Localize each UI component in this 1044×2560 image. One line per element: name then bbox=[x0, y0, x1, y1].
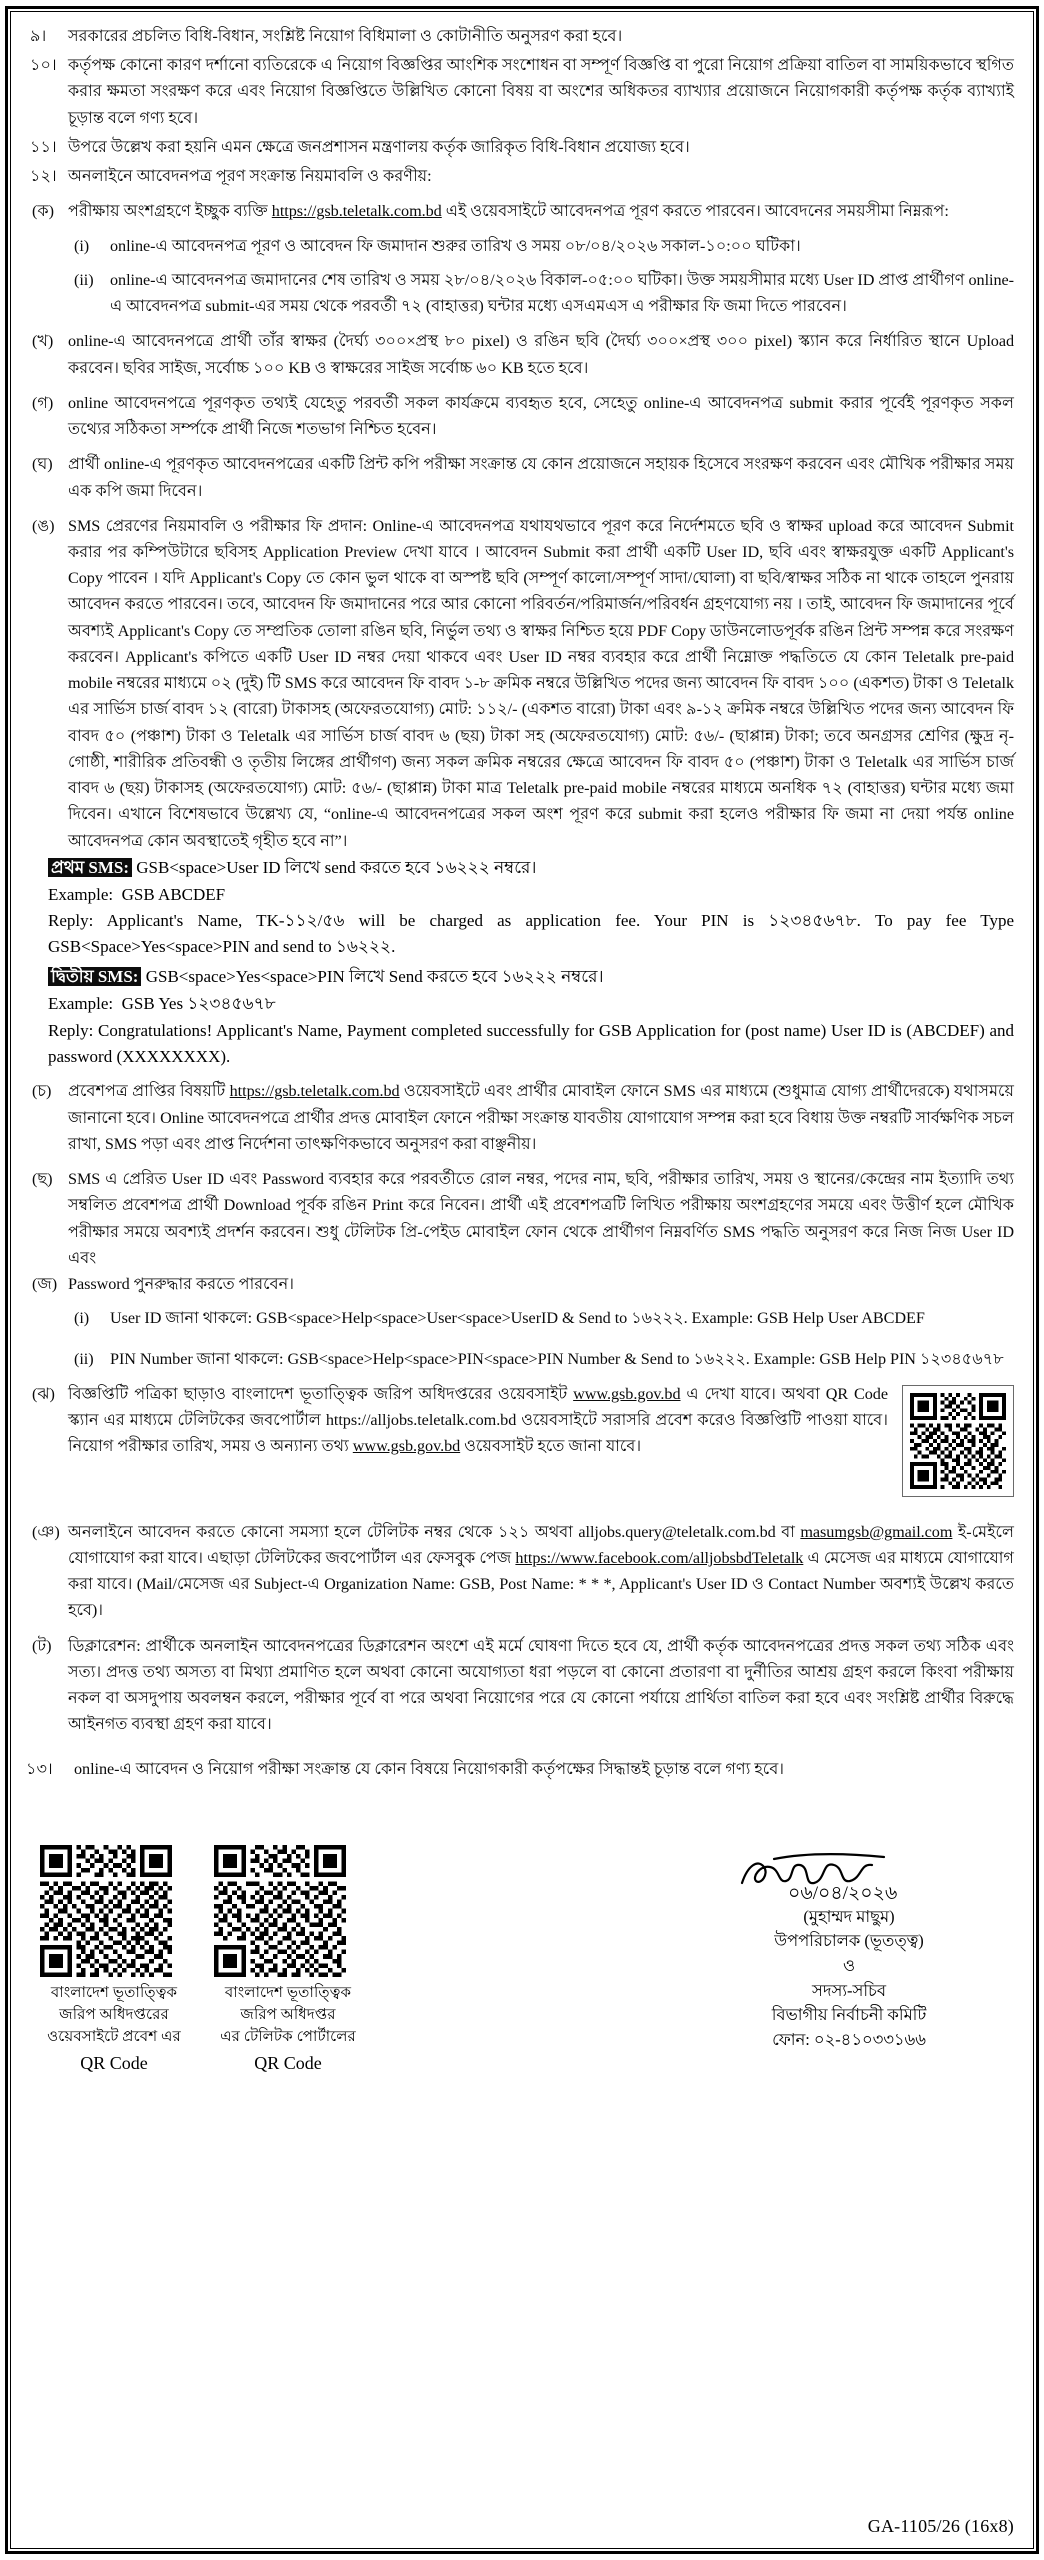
sub-item-gha bbox=[22, 451, 1014, 503]
yna-part2: ই-মেইলে যোগাযোগ করা যাবে। এছাড়া টেলিটকের জবপোর্টাল এর ফেসবুক পেজ bbox=[68, 1522, 1015, 1567]
ka-text-before: পরীক্ষায় অংশগ্রহণে ইচ্ছুক ব্যক্তি bbox=[68, 202, 272, 221]
signatory-name: (মুহাম্মদ মাছুম) bbox=[803, 1906, 895, 1926]
ja-roman-ii-mark: (ii) bbox=[74, 1349, 94, 1368]
roman-i-mark: (i) bbox=[74, 236, 90, 255]
sub-item-cha-text bbox=[68, 1078, 1014, 1157]
inline-qr-code-box bbox=[902, 1385, 1014, 1497]
sms-first-highlight-label: প্রথম SMS: bbox=[48, 858, 132, 877]
sms-second-block bbox=[48, 964, 1014, 1069]
clause-11-text: উপরে উল্লেখ করা হয়নি এমন ক্ষেত্রে জনপ্রশাসন মন্ত্রণালয় কর্তৃক জারিকৃত বিধি-বিধান প্রযোজ্য হবে। bbox=[68, 137, 690, 156]
gsb-teletalk-link-2[interactable]: https://gsb.teletalk.com.bd bbox=[229, 1082, 400, 1101]
sub-item-cha bbox=[22, 1078, 1014, 1157]
signatory-role: সদস্য-সচিব bbox=[812, 1980, 886, 2000]
sub-item-ta-mark: (ট) bbox=[32, 1636, 52, 1655]
sub-item-ka-roman-ii bbox=[74, 267, 1014, 319]
sub-item-ga-text: online আবেদনপত্রে পূরণকৃত তথ্যই যেহেতু পরবর্তী সকল কার্যক্রমে ব্যবহৃত হবে, সেহেতু online-এ আবেদনপত্র submit করার পূর্বেই পূরণকৃত সকল তথ্যের সঠিকতা সর্ম্পকে প্রার্থী নিজে শতভাগ নিশ্চিত হবেন। bbox=[68, 393, 1014, 439]
sms-second-example-value: GSB Yes ১২৩৪৫৬৭৮ bbox=[121, 993, 276, 1013]
sub-item-ka bbox=[22, 198, 1014, 224]
sms-second-instruction: GSB<space>Yes<space>PIN লিখে Send করতে হবে ১৬২২২ নম্বরে। bbox=[141, 967, 604, 987]
sms-second-reply: Reply: Congratulations! Applicant's Name, Payment completed successfully for GSB Application for (post name) User ID is (ABCDEF) and password (XXXXXXXX). bbox=[48, 1020, 1014, 1066]
ja-roman-i-text: User ID জানা থাকলে: GSB<space>Help<space>User<space>UserID & Send to ১৬২২২. Example: GSB Help User ABCDEF bbox=[110, 1309, 925, 1328]
jha-part2: এ দেখা যাবে। অথবা QR Code স্ক্যান এর মাধ্যমে টেলিটকের জবপোর্টাল https://alljobs.teletalk.com.bd ওয়েবসাইটে সরাসরি প্রবেশ করেও বিজ্ঞপ্তিটি পাওয়া যাবে। নিয়োগ পরীক্ষার তারিখ, সময় ও অন্যান্য তথ্য bbox=[68, 1384, 888, 1456]
clause-10-number: ১০। bbox=[30, 56, 57, 75]
sub-item-ka-text bbox=[68, 198, 1014, 224]
qr-2-label: QR Code bbox=[254, 2052, 322, 2073]
sub-item-yna bbox=[22, 1519, 1014, 1624]
qr-1-label: QR Code bbox=[80, 2052, 148, 2073]
qr-2-caption-line-1: বাংলাদেশ ভূতাত্ত্বিক bbox=[224, 1983, 352, 2001]
clause-10 bbox=[22, 52, 1014, 131]
sms-second-example-line bbox=[48, 991, 1014, 1017]
qr-1-caption-line-2: জরিপ অধিদপ্তরের bbox=[59, 2005, 169, 2023]
sub-item-uma-mark: (ঙ) bbox=[32, 516, 55, 535]
clause-10-text: কর্তৃপক্ষ কোনো কারণ দর্শানো ব্যতিরেকে এ নিয়োগ বিজ্ঞপ্তির আংশিক সংশোধন বা সম্পূর্ণ বিজ্ঞপ্তি বা পুরো নিয়োগ প্রক্রিয়া বাতিল বা সাময়িকভাবে স্থগিত করার ক্ষমতা সংরক্ষণ করে এবং নিয়োগ বিজ্ঞপ্তিতে উল্লিখিত কোনো বিষয় বা অংশের অধিকতর ব্যাখ্যার প্রয়োজনে নিয়োগকারী কর্তৃপক্ষ কর্তৃক ব্যাখ্যাই চূড়ান্ত বলে গণ্য হবে। bbox=[68, 56, 1014, 127]
sub-item-jha-text bbox=[68, 1381, 1014, 1499]
sub-item-yna-mark: (ঞ) bbox=[32, 1522, 60, 1541]
roman-ii-text: online-এ আবেদনপত্র জমাদানের শেষ তারিখ ও সময় ২৮/০৪/২০২৬ বিকাল-০৫:০০ ঘটিকা। উক্ত সময়সীমার মধ্যে User ID প্রাপ্ত প্রার্থীগণ online-এ আবেদনপত্র submit-এর সময় থেকে পরবর্তী ৭২ (বাহাত্তর) ঘন্টার মধ্যে এসএমএস এ পরীক্ষার ফি জমা দিতে পারবেন। bbox=[110, 270, 1014, 316]
cha-text-after: ওয়েবসাইটে এবং প্রার্থীর মোবাইল ফোনে SMS এর মাধ্যমে (শুধুমাত্র যোগ্য প্রার্থীদেরকে) যথাসময়ে জানানো হবে। Online আবেদনপত্রে প্রার্থীর প্রদত্ত মোবাইল ফোনে পরীক্ষা সংক্রান্ত যাবতীয় যোগাযোগ সম্পন্ন করা হবে বিধায় উক্ত নম্বরটি সার্বক্ষণিক সচল রাখা, SMS পড়া এবং প্রাপ্ত নির্দেশনা তাৎক্ষণিকভাবে অনুসরণ করা বাঞ্ছনীয়। bbox=[68, 1082, 1015, 1153]
signatory-committee: বিভাগীয় নির্বাচনী কমিটি bbox=[771, 2005, 927, 2025]
sub-item-chha-mark: (ছ) bbox=[32, 1170, 53, 1189]
sub-item-kha bbox=[22, 328, 1014, 380]
sub-item-ja-roman-ii bbox=[74, 1346, 1014, 1372]
sms-first-example-value: GSB ABCDEF bbox=[121, 884, 226, 904]
qr-code-website-icon bbox=[40, 1845, 172, 1977]
yna-part1: অনলাইনে আবেদন করতে কোনো সমস্যা হলে টেলিটক নম্বর থেকে ১২১ অথবা alljobs.query@teletalk.com.bd বা bbox=[68, 1522, 801, 1541]
document-page bbox=[5, 6, 1039, 2554]
signatory-designation: উপপরিচালক (ভূতত্ত্ব) bbox=[774, 1931, 924, 1951]
sub-item-kha-mark: (খ) bbox=[32, 332, 54, 351]
sub-item-chha-text: SMS এ প্রেরিত User ID এবং Password ব্যবহার করে পরবর্তীতে রোল নম্বর, পদের নাম, ছবি, পরীক্ষার তারিখ, সময় ও স্থানের/কেন্দ্রের নাম ইত্যাদি তথ্য সম্বলিত প্রবেশপত্র প্রার্থী Download পূর্বক রঙিন Print করে নিবেন। প্রার্থী এই প্রবেশপত্রটি লিখিত পরীক্ষায় অংশগ্রহণের সময়ে এবং উত্তীর্ণ হলে মৌখিক পরীক্ষার সময়ে অবশ্যই প্রদর্শন করবেন। শুধু টেলিটক প্রি-পেইড মোবাইল ফোন থেকে প্রার্থীগণ নিম্নবর্ণিত SMS পদ্ধতি অনুসরণ করে নিজ নিজ User ID এবং bbox=[68, 1170, 1014, 1267]
sub-item-uma bbox=[22, 513, 1014, 854]
clause-13-text: online-এ আবেদন ও নিয়োগ পরীক্ষা সংক্রান্ত যে কোন বিষয়ে নিয়োগকারী কর্তৃপক্ষের সিদ্ধান্তই চূড়ান্ত বলে গণ্য হবে। bbox=[74, 1759, 785, 1778]
jha-part1: বিজ্ঞপ্তিটি পত্রিকা ছাড়াও বাংলাদেশ ভূতাত্ত্বিক জরিপ অধিদপ্তরের ওয়েবসাইট bbox=[68, 1384, 574, 1403]
ja-roman-ii-text: PIN Number জানা থাকলে: GSB<space>Help<space>PIN<space>PIN Number & Send to ১৬২২২. Example: GSB Help PIN ১২৩৪৫৬৭৮ bbox=[110, 1349, 1004, 1368]
clause-9-number: ৯। bbox=[30, 27, 47, 45]
sub-item-ja bbox=[22, 1271, 1014, 1297]
jha-part3: ওয়েবসাইট হতে জানা যাবে। bbox=[460, 1437, 642, 1456]
sub-item-gha-text: প্রার্থী online-এ পূরণকৃত আবেদনপত্রের একটি প্রিন্ট কপি পরীক্ষা সংক্রান্ত যে কোন প্রয়োজনে সহায়ক হিসেবে সংরক্ষণ করবেন এবং মৌখিক পরীক্ষার সময় এক কপি জমা দিবেন। bbox=[68, 455, 1014, 500]
qr-2-caption-line-2: জরিপ অধিদপ্তর bbox=[240, 2005, 336, 2023]
qr-code-icon bbox=[910, 1393, 1006, 1489]
footer-qr-block-2 bbox=[214, 1845, 362, 2076]
sms-second-instruction-line bbox=[48, 964, 1014, 990]
clause-12-text: অনলাইনে আবেদনপত্র পূরণ সংক্রান্ত নিয়মাবলি ও করণীয়: bbox=[68, 167, 432, 186]
footer-spacer bbox=[22, 1785, 1014, 1811]
clause-9 bbox=[22, 23, 1014, 49]
gsb-teletalk-link[interactable]: https://gsb.teletalk.com.bd bbox=[271, 202, 442, 221]
sub-item-jha bbox=[22, 1381, 1014, 1499]
sub-item-jha-mark: (ঝ) bbox=[32, 1384, 55, 1403]
clause-9-text: সরকারের প্রচলিত বিধি-বিধান, সংশ্লিষ্ট নিয়োগ বিধিমালা ও কোটানীতি অনুসরণ করা হবে। bbox=[68, 27, 623, 45]
cha-text-before: প্রবেশপত্র প্রাপ্তির বিষয়টি bbox=[68, 1082, 230, 1101]
sub-item-ta-text: ডিক্লারেশন: প্রার্থীকে অনলাইন আবেদনপত্রের ডিক্লারেশন অংশে এই মর্মে ঘোষণা দিতে হবে যে, প্রার্থী কর্তৃক আবেদনপত্রের প্রদত্ত সকল তথ্য সঠিক এবং সত্য। প্রদত্ত তথ্য অসত্য বা মিথ্যা প্রমাণিত হলে অথবা কোনো অযোগ্যতা ধরা পড়লে বা কোনো প্রতারণা বা দুর্নীতির আশ্রয় গ্রহণ করলে কিংবা পরীক্ষায় নকল বা অসদুপায় অবলম্বন করলে, পরীক্ষার পূর্বে বা পরে অথবা নিয়োগের পরে যে কোনো পর্যায়ে প্রার্থিতা বাতিল করা হবে এবং সংশ্লিষ্ট প্রার্থীর বিরুদ্ধে আইনগত ব্যবস্থা গ্রহণ করা যাবে। bbox=[68, 1636, 1014, 1734]
signatory-phone: ফোন: ০২-৪১০৩৩১৬৬ bbox=[772, 2029, 926, 2049]
sub-item-kha-text: online-এ আবেদনপত্রে প্রার্থী তাঁর স্বাক্ষর (দৈর্ঘ্য ৩০০×প্রস্থ ৮০ pixel) ও রঙিন ছবি (দৈর্ঘ্য ৩০০×প্রস্থ ৩০০ pixel) স্ক্যান করে নির্ধারিত স্থানে Upload করবেন। ছবির সাইজ, সর্বোচ্চ ১০০ KB ও স্বাক্ষরের সাইজ সর্বোচ্চ ৬০ KB হতে হবে। bbox=[68, 332, 1014, 377]
signatory-conjunction: ও bbox=[842, 1956, 856, 1976]
sub-item-ta bbox=[22, 1633, 1014, 1738]
facebook-page-link[interactable]: https://www.facebook.com/alljobsbdTeletalk bbox=[515, 1549, 804, 1567]
sub-item-ka-mark: (ক) bbox=[32, 202, 54, 221]
sub-item-ja-text: Password পুনরুদ্ধার করতে পারবেন। bbox=[68, 1275, 294, 1294]
qr-code-teletalk-portal-icon bbox=[214, 1845, 346, 1977]
gsb-gov-link-1[interactable]: www.gsb.gov.bd bbox=[573, 1384, 681, 1403]
handwritten-signature-icon bbox=[734, 1847, 964, 1903]
ka-text-after: এই ওয়েবসাইটে আবেদনপত্র পূরণ করতে পারবেন। আবেদনের সময়সীমা নিম্নরূপ: bbox=[441, 202, 949, 221]
sub-item-chha bbox=[22, 1166, 1014, 1271]
clause-11-number: ১১। bbox=[30, 137, 57, 156]
sub-item-ga-mark: (গ) bbox=[32, 393, 54, 412]
qr-1-caption-line-3: ওয়েবসাইটে প্রবেশ এর bbox=[47, 2027, 181, 2045]
sub-item-yna-text bbox=[68, 1519, 1014, 1624]
clause-13 bbox=[22, 1756, 1014, 1782]
ga-reference-code: GA-1105/26 (16x8) bbox=[867, 2516, 1014, 2536]
roman-i-text: online-এ আবেদনপত্র পূরণ ও আবেদন ফি জমাদান শুরুর তারিখ ও সময় ০৮/০৪/২০২৬ সকাল-১০:০০ ঘটিকা। bbox=[110, 236, 801, 255]
clause-12-number: ১২। bbox=[30, 167, 57, 186]
gsb-gov-link-2[interactable]: www.gsb.gov.bd bbox=[352, 1437, 461, 1456]
sub-item-gha-mark: (ঘ) bbox=[32, 455, 53, 474]
sub-item-ja-mark: (জ) bbox=[32, 1275, 58, 1294]
sms-second-example-label: Example: bbox=[48, 993, 114, 1013]
sms-first-block bbox=[48, 855, 1014, 960]
sub-item-ga bbox=[22, 390, 1014, 442]
sms-second-highlight-label: দ্বিতীয় SMS: bbox=[48, 967, 141, 986]
clause-12 bbox=[22, 163, 1014, 189]
masum-email-link[interactable]: masumgsb@gmail.com bbox=[800, 1522, 953, 1541]
yna-part3: এ মেসেজ এর মাধ্যমে যোগাযোগ করা যাবে। (Mail/মেসেজ এর Subject-এ Organization Name: GSB, Post Name: * * *, Applicant's User ID ও Contact Number অবশ্যই উল্লেখ করতে হবে)। bbox=[68, 1549, 1014, 1620]
sms-first-instruction-line bbox=[48, 855, 1014, 881]
ja-roman-i-mark: (i) bbox=[74, 1309, 90, 1328]
footer-qr-block-1 bbox=[40, 1845, 188, 2076]
document-footer bbox=[22, 1845, 1014, 2095]
sub-item-ja-roman-i bbox=[74, 1305, 1014, 1331]
footer-qr-2-caption bbox=[214, 1982, 362, 2076]
roman-ii-mark: (ii) bbox=[74, 270, 94, 289]
signature-block bbox=[684, 1845, 1014, 2053]
signature-date-text: ০৬/০৪/২০২৬ bbox=[788, 1882, 898, 1903]
sms-first-example-label: Example: bbox=[48, 884, 114, 904]
sms-first-reply: Reply: Applicant's Name, TK-১১২/৫৬ will be charged as application fee. Your PIN is ১২৩৪৫৬৭৮. To pay fee Type GSB<Space>Yes<space>PIN and send to ১৬২২২. bbox=[48, 911, 1014, 957]
sms-first-instruction: GSB<space>User ID লিখে send করতে হবে ১৬২২২ নম্বরে। bbox=[132, 857, 537, 877]
clause-11 bbox=[22, 134, 1014, 160]
sub-item-cha-mark: (চ) bbox=[32, 1082, 52, 1101]
footer-qr-1-caption bbox=[40, 1982, 188, 2076]
sub-item-uma-text: SMS প্রেরণের নিয়মাবলি ও পরীক্ষার ফি প্রদান: Online-এ আবেদনপত্র যথাযথভাবে পূরণ করে নির্দেশমতে ছবি ও স্বাক্ষর upload করে আবেদন Submit করার পর কম্পিউটারে ছবিসহ Application Preview দেখা যাবে । আবেদন Submit করা প্রার্থী একটি User ID, ছবি এবং স্বাক্ষরযুক্ত একটি Applicant's Copy পাবেন । যদি Applicant's Copy তে কোন ভুল থাকে বা অস্পষ্ট ছবি (সম্পূর্ণ কালো/সম্পূর্ণ সাদা/ঘোলা) বা ছবি/স্বাক্ষর সঠিক না থাকে তাহলে পুনরায় আবেদন করতে পারবেন। তবে, আবেদন ফি জমাদানের পরে আর কোনো পরিবর্তন/পরিমার্জন/পরিবর্ধন গ্রহণযোগ্য নয় । তাই, আবেদন ফি জমাদানের পূর্বে অবশ্যই Applicant's Copy তে সম্প্রতিক তোলা রঙিন ছবি, নির্ভুল তথ্য ও স্বাক্ষর নিশ্চিত হয়ে PDF Copy ডাউনলোডপূর্বক রঙিন প্রিন্ট সম্পন্ন করে সংরক্ষণ করবেন। Applicant's কপিতে একটি User ID নম্বর দেয়া থাকবে এবং User ID নম্বর ব্যবহার করে প্রার্থী নিম্নোক্ত পদ্ধতিতে যে কোন Teletalk pre-paid mobile নম্বরের মাধ্যমে ০২ (দুই) টি SMS করে আবেদন ফি বাবদ ১-৮ ক্রমিক নম্বরে উল্লিখিত পদের জন্য আবেদন ফি বাবদ ১০০ (একশত) টাকা ও Teletalk এর সার্ভিস চার্জ বাবদ ১২ (বারো) টাকাসহ (অফেরতযোগ্য) মোট: ১১২/- (একশত বারো) টাকা এবং ৯-১২ ক্রমিক নম্বরে উল্লিখিত পদের জন্য আবেদন ফি বাবদ ৫০ (পঞ্চাশ) টাকা ও Teletalk এর সার্ভিস চার্জ বাবদ ৬ (ছয়) টাকা সহ (অফেরতযোগ্য) মোট: ৫৬/- (ছাপ্পান্ন) টাকা; তবে অনগ্রসর শ্রেণির (ক্ষুদ্র নৃ-গোষ্ঠী, শারীরিক প্রতিবন্ধী ও তৃতীয় লিঙ্গের প্রার্থীগণ) জন্য সকল ক্রমিক নম্বরের ক্ষেত্রে আবেদন ফি বাবদ ৫০ (পঞ্চাশ) টাকা ও Teletalk এর সার্ভিস চার্জ বাবদ ৬ (ছয়) টাকাসহ (অফেরতযোগ্য) মোট: ৫৬/- (ছাপ্পান্ন) টাকা মাত্র Teletalk pre-paid mobile নম্বরের মাধ্যমে অনধিক ৭২ (বাহাত্তর) ঘন্টার মধ্যে জমা দিবেন। এখানে বিশেষভাবে উল্লেখ্য যে, “online-এ আবেদনপত্রের সকল অংশ পূরণ করে submit করা হলেও পরীক্ষার ফি জমা না দেয়া পর্যন্ত online আবেদনপত্র কোন অবস্থাতেই গৃহীত হবে না”। bbox=[68, 516, 1014, 850]
qr-2-caption-line-3: এর টেলিটক পোর্টালের bbox=[220, 2027, 356, 2045]
clause-13-number: ১৩। bbox=[26, 1759, 53, 1778]
qr-1-caption-line-1: বাংলাদেশ ভূতাত্ত্বিক bbox=[50, 1983, 178, 2001]
sms-first-example-line bbox=[48, 882, 1014, 908]
sub-item-ka-roman-i bbox=[74, 233, 1014, 259]
